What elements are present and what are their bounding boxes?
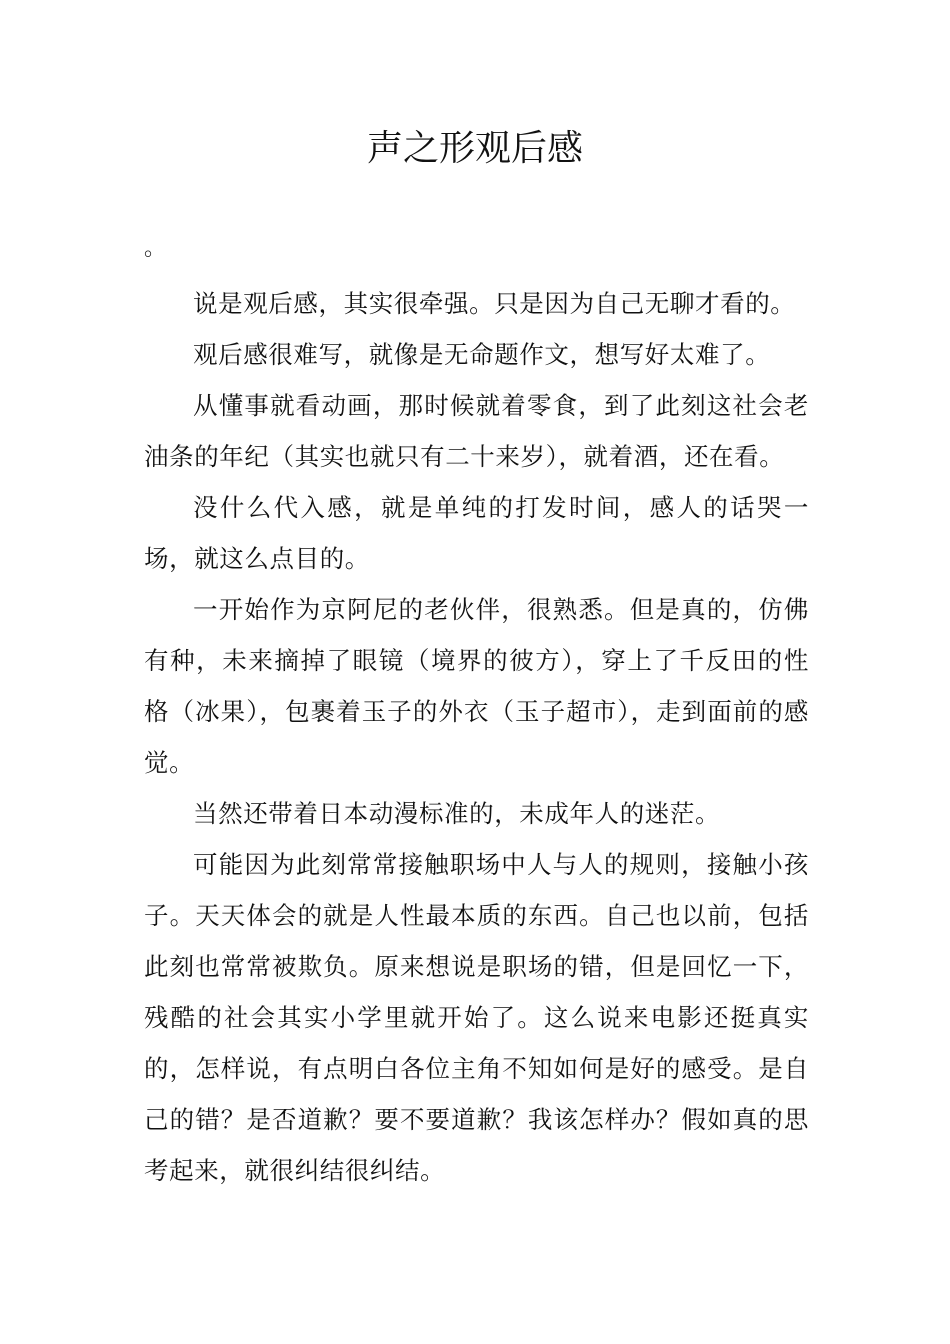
document-body bbox=[144, 278, 809, 1196]
paragraph: 观后感很难写，就像是无命题作文，想写好太难了。 bbox=[193, 340, 771, 369]
paragraph: 一开始作为京阿尼的老伙伴，很熟悉。但是真的，仿佛有种，未来摘掉了眼镜（境界的彼方），穿上了千反田的性格（冰果），包裹着玉子的外衣（玉子超市），走到面前的感觉。 bbox=[144, 595, 809, 777]
paragraph: 说是观后感，其实很牵强。只是因为自己无聊才看的。 bbox=[193, 289, 796, 318]
paragraph: 没什么代入感，就是单纯的打发时间，感人的话哭一场，就这么点目的。 bbox=[144, 493, 809, 573]
paragraph: 从懂事就看动画，那时候就着零食，到了此刻这社会老油条的年纪（其实也就只有二十来岁），就着酒，还在看。 bbox=[144, 391, 809, 471]
leading-punctuation: 。 bbox=[144, 236, 167, 261]
paragraph: 当然还带着日本动漫标准的，未成年人的迷茫。 bbox=[193, 799, 721, 828]
document-title: 声之形观后感 bbox=[366, 128, 583, 169]
paragraph: 可能因为此刻常常接触职场中人与人的规则，接触小孩子。天天体会的就是人性最本质的东西。自己也以前，包括此刻也常常被欺负。原来想说是职场的错，但是回忆一下，残酷的社会其实小学里就开始了。这么说来电影还挺真实的，怎样说，有点明白各位主角不知如何是好的感受。是自己的错？是否道歉？要不要道歉？我该怎样办？假如真的思考起来，就很纠结很纠结。 bbox=[144, 850, 809, 1185]
